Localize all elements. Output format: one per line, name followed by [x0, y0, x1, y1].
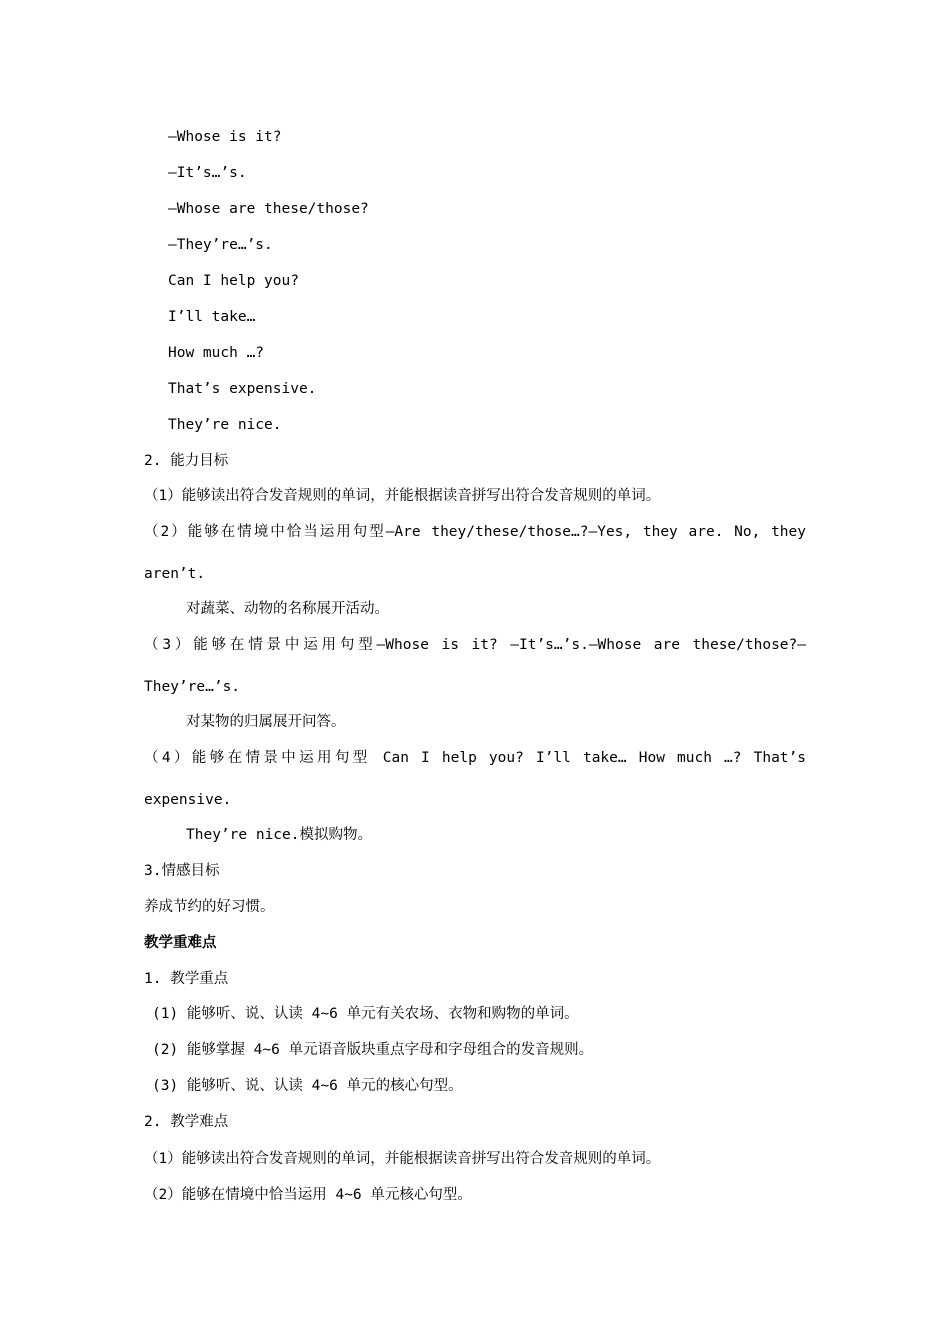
dialog-line: —It’s…’s.: [168, 165, 247, 181]
ability-item-2-note: 对蔬菜、动物的名称展开活动。: [186, 601, 389, 617]
ability-item-1: （1）能够读出符合发音规则的单词，并能根据读音拼写出符合发音规则的单词。: [144, 488, 661, 504]
difficulty-heading: 2. 教学难点: [144, 1114, 229, 1130]
dialog-line: —Whose is it?: [168, 129, 282, 145]
dialog-line: —Whose are these/those?: [168, 201, 369, 217]
emotion-text: 养成节约的好习惯。: [144, 899, 275, 915]
ability-item-4-line-1: （4）能够在情景中运用句型 Can I help you? I’ll take… How much …? That’s: [144, 750, 806, 766]
dialog-line: They’re nice.: [168, 417, 282, 433]
ability-item-3-line-1: （3）能够在情景中运用句型—Whose is it? —It’s…’s.—Whose are these/those?—: [144, 637, 806, 653]
dialog-line: How much …?: [168, 345, 265, 361]
focus-item: (2) 能够掌握 4~6 单元语音版块重点字母和字母组合的发音规则。: [152, 1042, 594, 1058]
dialog-line: That’s expensive.: [168, 381, 317, 397]
dialog-line: Can I help you?: [168, 273, 299, 289]
dialog-line: I’ll take…: [168, 309, 256, 325]
focus-item: (3) 能够听、说、认读 4~6 单元的核心句型。: [152, 1078, 463, 1094]
ability-heading: 2. 能力目标: [144, 453, 229, 469]
ability-item-4-note: They’re nice.模拟购物。: [186, 827, 372, 843]
ability-item-2-line-1: （2）能够在情境中恰当运用句型—Are they/these/those…?—Yes, they are. No, they: [144, 524, 806, 540]
emotion-heading: 3.情感目标: [144, 863, 220, 879]
ability-item-3-line-2: They’re…’s.: [144, 679, 241, 695]
dialog-line: —They’re…’s.: [168, 237, 273, 253]
ability-item-3-note: 对某物的归属展开问答。: [186, 714, 346, 730]
difficulty-item: （1）能够读出符合发音规则的单词，并能根据读音拼写出符合发音规则的单词。: [144, 1151, 661, 1167]
focus-item: (1) 能够听、说、认读 4~6 单元有关农场、衣物和购物的单词。: [152, 1006, 579, 1022]
key-points-title: 教学重难点: [144, 934, 217, 951]
focus-heading: 1. 教学重点: [144, 971, 229, 987]
ability-item-4-line-2: expensive.: [144, 792, 232, 808]
difficulty-item: （2）能够在情境中恰当运用 4~6 单元核心句型。: [144, 1187, 472, 1203]
ability-item-2-line-2: aren’t.: [144, 566, 206, 582]
